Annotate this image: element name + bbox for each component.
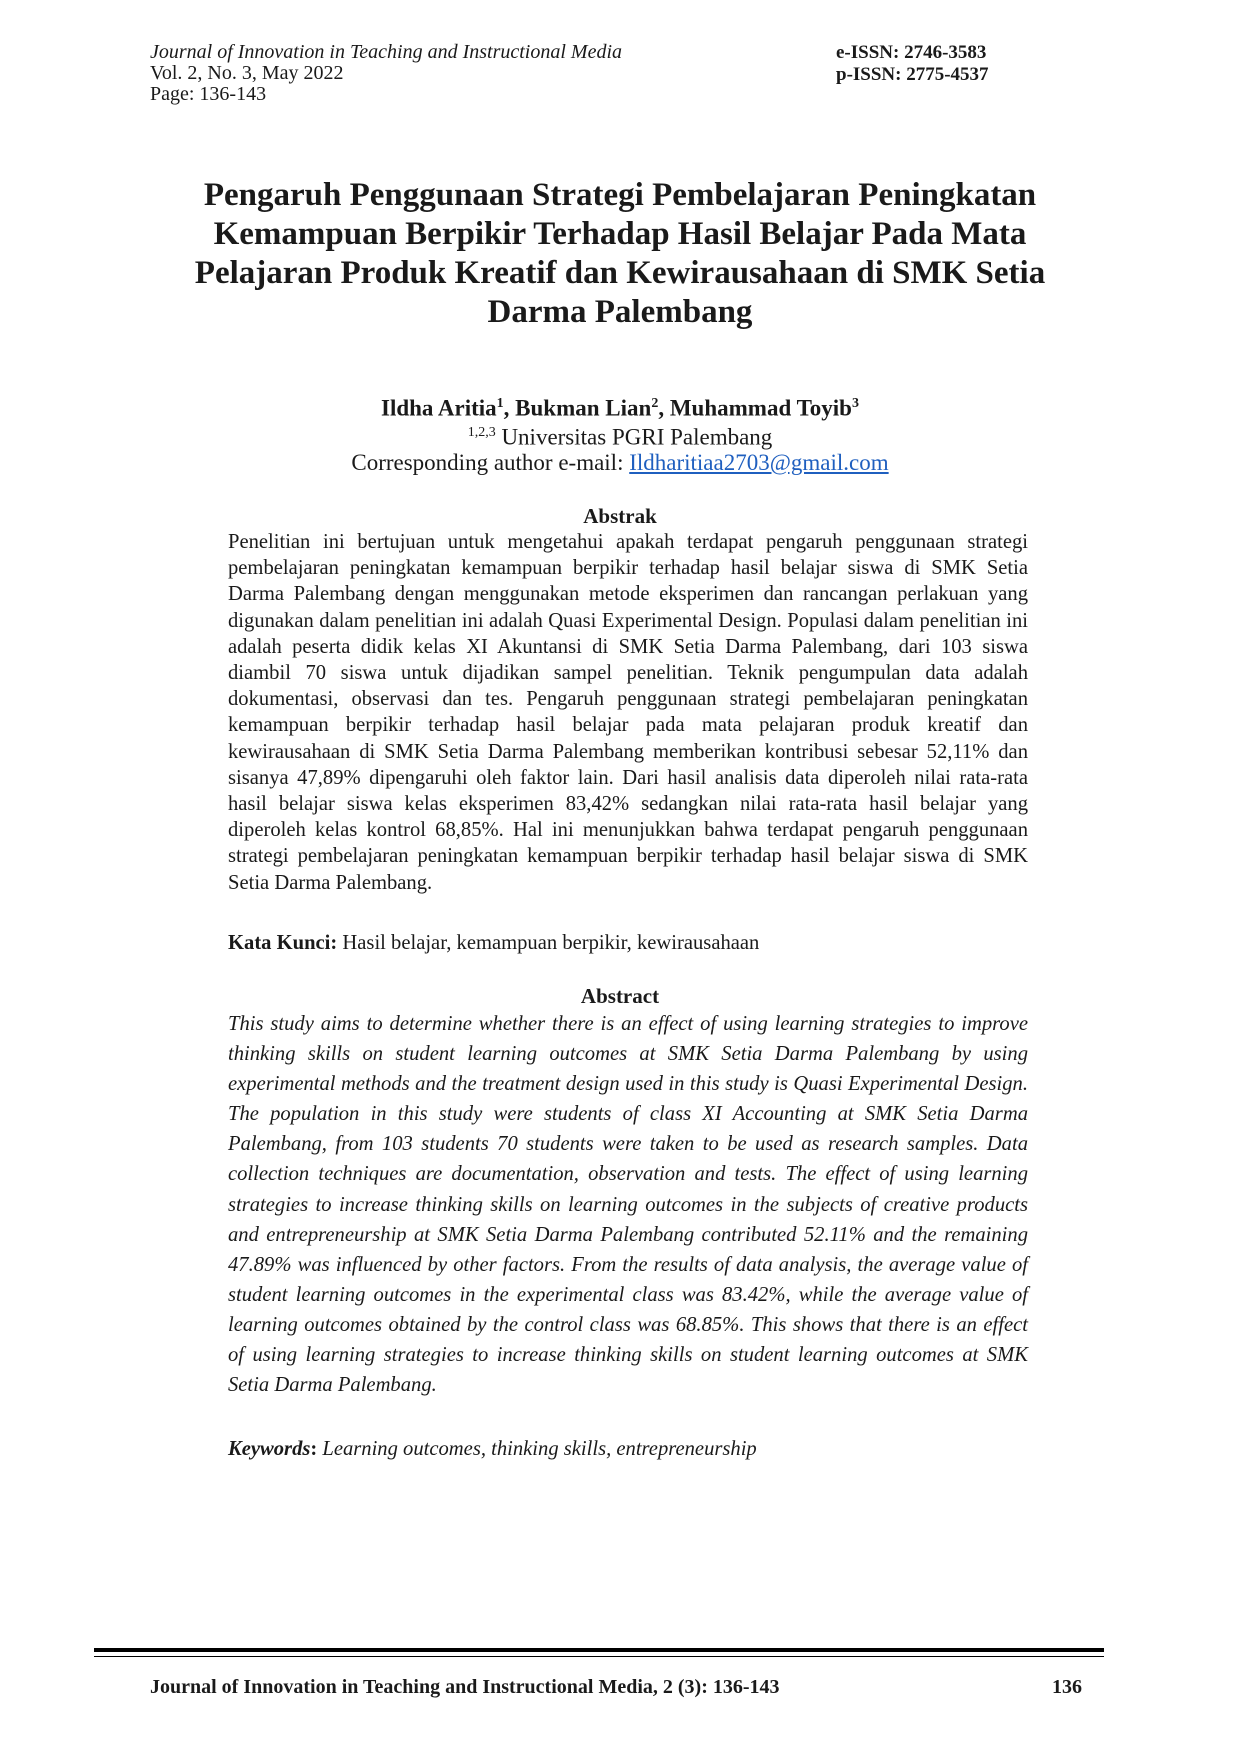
abstrak-heading: Abstrak xyxy=(583,504,657,528)
author-separator: , xyxy=(658,395,670,421)
abstract-heading: Abstract xyxy=(580,984,660,1008)
corresponding-author xyxy=(0,449,1240,477)
affiliation-name: Universitas PGRI Palembang xyxy=(501,424,773,450)
running-header-left xyxy=(150,42,622,105)
journal-name: Journal of Innovation in Teaching and Instructional Media xyxy=(150,41,623,63)
footer-rule-thin xyxy=(94,1656,1104,1657)
author-affiliation-mark: 1 xyxy=(496,396,504,411)
pissn: p-ISSN: 2775-4537 xyxy=(836,64,989,85)
author-separator: , xyxy=(503,395,516,421)
keywords-values: Learning outcomes, thinking skills, entrepreneurship xyxy=(317,1438,757,1460)
author-name: Bukman Lian xyxy=(515,395,652,421)
footer-rule xyxy=(94,1648,1104,1652)
keywords-label: Keywords xyxy=(228,1438,311,1460)
page-range: Page: 136-143 xyxy=(150,83,267,105)
page-number: 136 xyxy=(1052,1676,1082,1698)
kata-kunci xyxy=(228,932,759,955)
volume-info: Vol. 2, No. 3, May 2022 xyxy=(150,62,344,84)
keywords xyxy=(228,1438,757,1461)
author-list xyxy=(0,390,1240,423)
corresponding-label: Corresponding author e-mail: xyxy=(351,450,630,475)
keywords-colon: : xyxy=(310,1438,318,1460)
kata-kunci-values: Hasil belajar, kemampuan berpikir, kewirausahaan xyxy=(337,932,760,954)
eissn: e-ISSN: 2746-3583 xyxy=(836,42,987,63)
author-name: Muhammad Toyib xyxy=(669,395,852,421)
affiliation xyxy=(0,419,1240,452)
paper-title: Pengaruh Penggunaan Strategi Pembelajaran Peningkatan Kemampuan Berpikir Terhadap Hasil Belajar Pada Mata Pelajaran Produk Kreatif dan Kewirausahaan di SMK Setia Darma Palembang xyxy=(194,177,1046,330)
author-name: Ildha Aritia xyxy=(381,395,497,421)
author-affiliation-mark: 3 xyxy=(851,396,859,411)
kata-kunci-label: Kata Kunci: xyxy=(228,932,338,954)
author-email-link[interactable]: Ildharitiaa2703@gmail.com xyxy=(629,450,889,475)
footer-citation: Journal of Innovation in Teaching and Instructional Media, 2 (3): 136-143 xyxy=(150,1676,780,1698)
abstrak-text: Penelitian ini bertujuan untuk mengetahui apakah terdapat pengaruh penggunaan strategi pembelajaran peningkatan kemampuan berpikir terhadap hasil belajar siswa di SMK Setia Darma Palembang dengan menggunakan metode eksperimen dan rancangan perlakuan yang digunakan dalam penelitian ini adalah Quasi Experimental Design. Populasi dalam penelitian ini adalah peserta didik kelas XI Akuntansi di SMK Setia Darma Palembang, dari 103 siswa diambil 70 siswa untuk dijadikan sampel penelitian. Teknik pengumpulan data adalah dokumentasi, observasi dan tes. Pengaruh penggunaan strategi pembelajaran peningkatan kemampuan berpikir terhadap hasil belajar pada mata pelajaran produk kreatif dan kewirausahaan di SMK Setia Darma Palembang memberikan kontribusi sebesar 52,11% dan sisanya 47,89% dipengaruhi oleh faktor lain. Dari hasil analisis data diperoleh nilai rata-rata hasil belajar siswa kelas eksperimen 83,42% sedangkan nilai rata-rata hasil belajar yang diperoleh kelas kontrol 68,85%. Hal ini menunjukkan bahwa terdapat pengaruh penggunaan strategi pembelajaran peningkatan kemampuan berpikir terhadap hasil belajar siswa di SMK Setia Darma Palembang. xyxy=(228,531,1028,894)
author-affiliation-mark: 2 xyxy=(651,396,659,411)
abstract-text: This study aims to determine whether there is an effect of using learning strategies to improve thinking skills on student learning outcomes at SMK Setia Darma Palembang by using experimental methods and the treatment design used in this study is Quasi Experimental Design. The population in this study were students of class XI Accounting at SMK Setia Darma Palembang, from 103 students 70 students were taken to be used as research samples. Data collection techniques are documentation, observation and tests. The effect of using learning strategies to increase thinking skills on learning outcomes in the subjects of creative products and entrepreneurship at SMK Setia Darma Palembang contributed 52.11% and the remaining 47.89% was influenced by other factors. From the results of data analysis, the average value of student learning outcomes in the experimental class was 83.42%, while the average value of learning outcomes obtained by the control class was 68.85%. This shows that there is an effect of using learning strategies to increase thinking skills on student learning outcomes at SMK Setia Darma Palembang. xyxy=(228,1013,1028,1397)
running-header-right xyxy=(836,42,989,86)
affiliation-mark: 1,2,3 xyxy=(467,425,496,440)
